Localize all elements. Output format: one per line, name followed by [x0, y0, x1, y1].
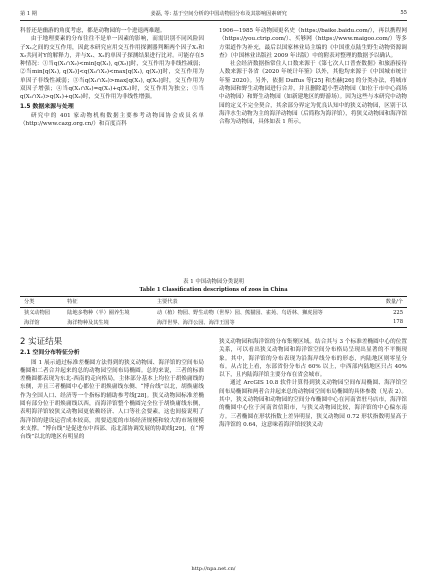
classification-table: [20, 296, 407, 328]
paragraph: 研究中的 401 家动物机构数据主要参考动物园协会成员名单（http://www.cazg.org.cn/）和百度百科: [20, 112, 204, 128]
paragraph: 科普还是幽游的角度考虑，都是动物园的一个进退两难题。: [20, 28, 166, 34]
table-cell: 海洋世界、海洋公园、海洋王国等: [156, 319, 235, 326]
header-cell: 主要代表: [156, 299, 178, 306]
header-cell: 特征: [67, 299, 78, 306]
table-cell: 狭义动物园: [24, 310, 50, 317]
paragraph: 狭义动物园和海洋馆的分布集聚区域。结合其与 3 个标准差椭圆中心的位置关系，可以看出狭义动物园和海洋馆空间分布格局呈现出显著的不平衡现象。其中，海洋馆的分布表现为沿海岸线分布的形态，内陆地区则零星分布。从占比上看，东部省份分布占 60% 以上，中西部内陆地区只占 40% 以下，且内陆海洋馆主要分布在省会城市。: [219, 339, 407, 379]
header-page-number: 55: [400, 10, 407, 16]
paragraph: 1906—1985 年动物园更名史（https://baike.baidu.com/），再以携程网（https://you.ctrip.com/）、买够网（https://www.maigoo.com/）等多方渠道作为补充，最后以国家林业局主编的《中国重点陆生野生动物资源调查》（中国林业出版社 2009 年出版）中的附表对整理的数据予以确认。: [219, 28, 407, 59]
section-title: 2 实证结果: [20, 337, 63, 347]
left-column-top: [20, 27, 204, 129]
header-cell: 分类: [24, 299, 35, 306]
right-column-top: [219, 27, 407, 127]
table-caption-cn: 表 1 中国动物园分类说明: [183, 279, 244, 285]
table-cell: 陆地多物种（半）圈养生境: [67, 310, 130, 317]
running-header: [20, 7, 407, 19]
table-1: [20, 279, 407, 328]
header-title: 姜磊, 等: 基于空间分析的中国动物园分布及其影响因素研究: [150, 10, 287, 17]
table-header-row: [20, 297, 407, 308]
table-cell: 动（植）物园、野生动物（世界）园、熊猫园、雀苑、鸟语林、狮虎园等: [156, 310, 323, 317]
paragraph: 图 1 展示通过标准差椭圆方法得到的狭义动物园、海洋馆的空间布局椭圆和二者合并起来的总的动物园空间布局椭圆。总的来说，三者的标准差椭圆都表现为东北-西南的走向格局，主体部分基本上均位于胡焕庸线的东侧，并且三者椭圆中心都位于胡焕庸线东侧、“博台线”以北，胡焕庸线作为全国人口、经济等一个指标的辅助参考线[28]。狭义动物园标准差椭圆有部分位于胡焕庸线以西，而海洋馆整个椭圆完全位于胡焕庸线东侧，表明海洋馆较狭义动物园更依赖经济、人口等社会要素，这也间接说明了海洋馆的建设运营成本较高，需要适度的市场经济规模和较大的市场规模来支撑。“博台线”是促进东中西部、南北部协调发展的协助线[29]，在“博台线”以北的地区有明显的: [20, 359, 204, 441]
section-heading: 1.5 数据来源与处理: [20, 103, 74, 110]
table-cell: 海洋馆: [24, 319, 40, 326]
table-caption-en: Table 1 Classification descriptions of zoos in China: [139, 286, 288, 293]
header-issue: 第 1 期: [20, 10, 37, 17]
table-row: [20, 318, 407, 328]
left-column-bottom: [20, 338, 204, 442]
header-cell: 数量/个: [385, 299, 403, 306]
table-row: [20, 307, 407, 317]
subsection-heading: 2.1 空间分布特征分析: [20, 350, 80, 357]
paragraph: 社会经济数据指常住人口数来源于《第七次人口普查数据》和旅游接待人数来源于各省《2020 年统计年鉴》以外，其他均来源于《中国城市统计年鉴 2020》。另外，依据 Duffus 等[25] 和杰赫[26] 的分类办法，将城市动物园和野生动物园进行合并，并且删除超小型动物园（如位于市中心商场中动物园）和野生动物园（如新建地区的野游场）。因为这些与本研究中动物园的定义不完全契合，其余部分界定为优良认知中的狭义动物园，区别于以海洋水生动物为主的海洋动物园（后简称为海洋馆），将狭义动物园和海洋馆合称为动物园，具体如表 1 所示。: [219, 61, 407, 126]
paragraph: 由于地理要素的分布往往不是单一因素的影响，而需识别不同风险因子X₁之间的交互作用，因此本研究应用交互作用探测器判断两个因子X₁和X₂共同对Y的解释力，并与X₁、X₂的单因子探测结果进行比对。可能存在5种情况：①当q(X₁∩X₂)<min[q(X₁), q(X₂)]时，交互作用为非线性减弱；②当min[q(X₁), q(X₂)]<q(X₁∩X₂)<max[q(X₁), q(X₂)]时，交互作用为单因子非线性减弱；③当q(X₁∩X₂)>max[q(X₁), q(X₂)]时，交互作用为双因子增强；④当q(X₁∩X₂)=q(X₁)+q(X₂)时，交互作用为独立；⑤当q(X₁∩X₂)>q(X₁)+q(X₂)时，交互作用为非线性增强。: [20, 36, 204, 101]
table-cell: 海洋物种及其生境: [67, 319, 109, 326]
page-footer-url: http://npa.net.cn/: [191, 566, 236, 572]
header-rule: [20, 20, 407, 21]
table-cell: 178: [393, 319, 403, 326]
right-column-bottom: [219, 338, 407, 429]
table-cell: 225: [393, 309, 403, 316]
paragraph: 通过 ArcGIS 10.8 软件计算得到狭义动物园空间布局椭圆、海洋馆空间布局椭圆和两者合并起来总的动物园空间布局椭圆的具体参数（见表 2）。其中，狭义动物园和动物园的空间分布椭圆中心在河南省驻马店市，海洋馆的椭圆中心位于河南省信阳市，与狭义动物园比较，海洋馆的中心偏东南方。三者椭圆在形状指数上差异明显，狭义动物园 0.72 形状指数明显高于海洋馆的 0.64，这意味着海洋馆较狭义动: [219, 380, 407, 428]
